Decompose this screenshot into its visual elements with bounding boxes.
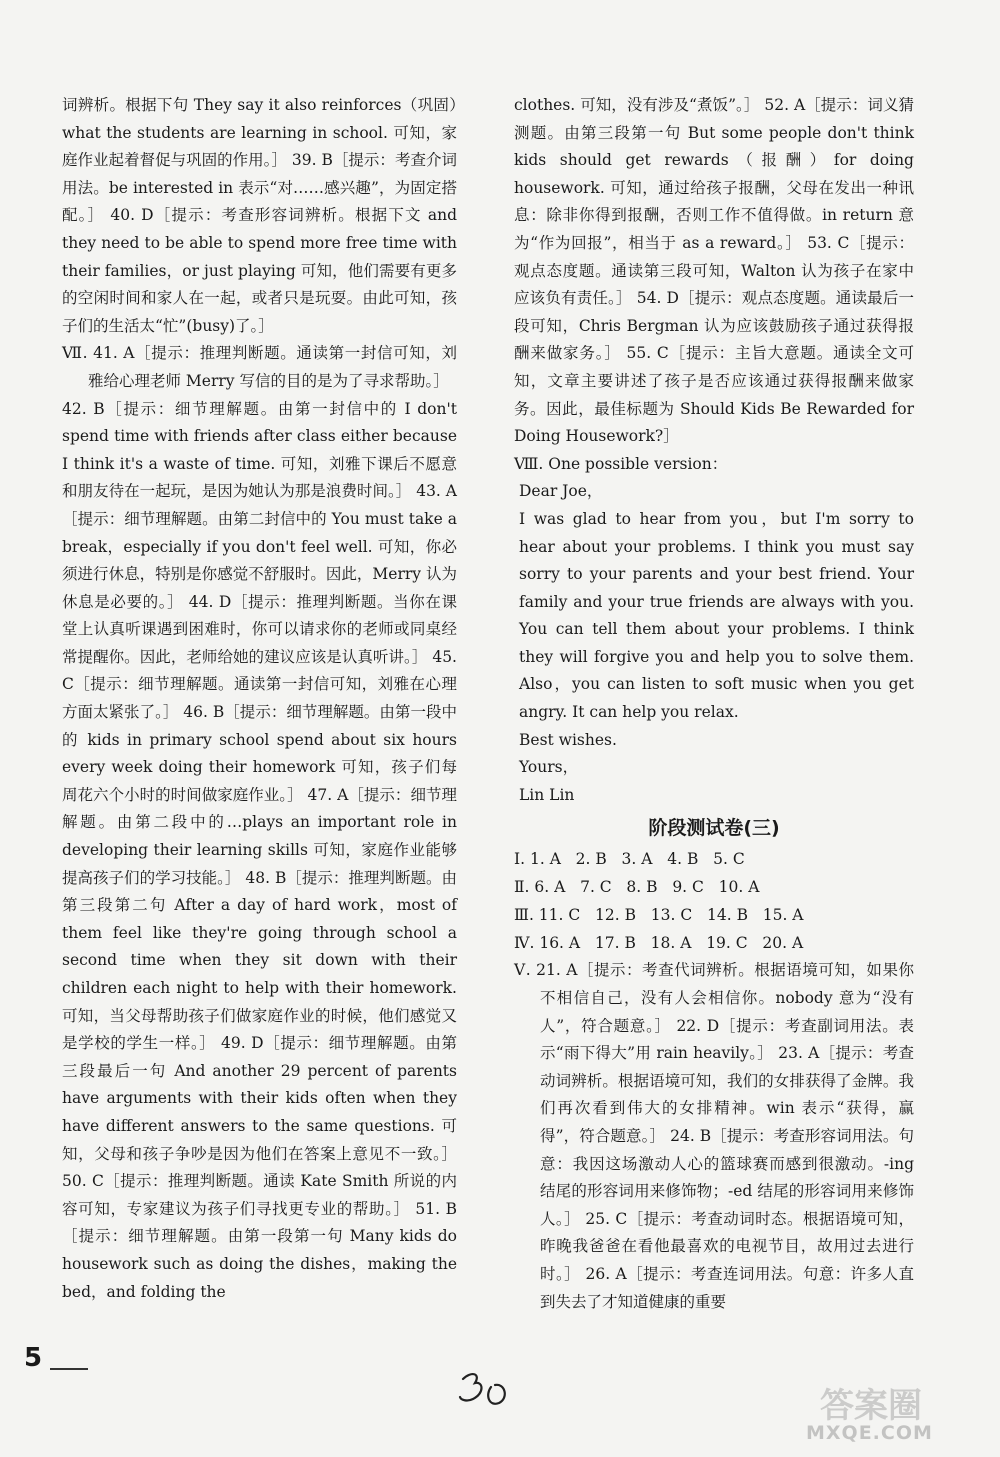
answer-row-4: Ⅳ. 16. A 17. B 18. A 19. C 20. A — [514, 934, 804, 953]
letter-body: I was glad to hear from you，but I'm sorry to hear about your problems. I think you must say sorry to your parents and your best friend. Your family and your true friends are always with you. You can tell them about your problems. I think they will forgive you and help you to solve them. Also，you can listen to soft music when you get angry. It can help you relax. — [519, 509, 914, 722]
watermark-text: MXQE.COM — [806, 1422, 933, 1444]
answer-text-block: 词辨析。根据下句 They say it also reinforces（巩固）what the students are learning in school. 可知，家庭作业起着督促与巩固的作用。］ 39. B［提示：考查介词用法。be interested in 表示“对……感兴趣”，为固定搭配。］ 40. D［提示：考查形容词辨析。根据下文 and they need to be able to spend more free time with their families，or just playing 可知，他们需要有更多的空闲时间和家人在一起，或者只是玩耍。由此可知，孩子们的生活太“忙”(busy)了。］ — [62, 96, 457, 335]
right-column — [514, 92, 914, 1316]
answer-row-3: Ⅲ. 11. C 12. B 13. C 14. B 15. A — [514, 906, 804, 925]
section-title: 阶段测试卷(三) — [648, 817, 780, 840]
page-rule — [50, 1368, 88, 1370]
answer-text-block: 42. B［提示：细节理解题。由第一封信中的 I don't spend time with friends after class either because I think it's a waste of time. 可知，刘雅下课后不愿意和朋友待在一起玩，是因为她认为那是浪费时间。］ 43. A［提示：细节理解题。由第二封信中的 You must take a break，especially if you don't feel well. 可知，你必须进行休息，特别是你感觉不舒服时。因此，Merry 认为休息是必要的。］ 44. D［提示：推理判断题。当你在课堂上认真听课遇到困难时，你可以请求你的老师或同桌经常提醒你。因此，老师给她的建议应该是认真听讲。］ 45. C［提示：细节理解题。通读第一封信可知，刘雅在心理方面太紧张了。］ 46. B［提示：细节理解题。由第一段中的 kids in primary school spend about six hours every week doing their homework 可知，孩子们每周花六个小时的时间做家庭作业。］ 47. A［提示：细节理解题。由第二段中的…plays an important role in developing their learning skills 可知，家庭作业能够提高孩子们的学习技能。］ 48. B［提示：推理判断题。由第三段第二句 After a day of hard work，most of them feel like they're going through school a second time when they sit down with their children each night to help with their homework. 可知，当父母帮助孩子们做家庭作业的时候，他们感觉又是学校的学生一样。］ 49. D［提示：细节理解题。由第三段最后一句 And another 29 percent of parents have arguments with their kids often when they have different answers to the same questions. 可知，父母和孩子争吵是因为他们在答案上意见不一致。］ 50. C［提示：推理判断题。通读 Kate Smith 所说的内容可知，专家建议为孩子们寻找更专业的帮助。］ 51. B［提示：细节理解题。由第一段第一句 Many kids do housework such as doing the dishes，making the bed，and folding the — [62, 399, 457, 1301]
answer-row-1: Ⅰ. 1. A 2. B 3. A 4. B 5. C — [514, 850, 745, 869]
letter-sign-name: Lin Lin — [519, 785, 575, 804]
answer-text-block: clothes. 可知，没有涉及“煮饭”。］ 52. A［提示：词义猜测题。由第三段第一句 But some people don't think kids should get rewards（报酬）for doing housework. 可知，通过给孩子报酬，父母在发出一种讯息：除非你得到报酬，否则工作不值得做。in return 意为“作为回报”，相当于 as a reward。］ 53. C［提示：观点态度题。通读第三段可知，Walton 认为孩子在家中应该负有责任。］ 54. D［提示：观点态度题。通读最后一段可知，Chris Bergman 认为应该鼓励孩子通过获得报酬来做家务。］ 55. C［提示：主旨大意题。通读全文可知，文章主要讲述了孩子是否应该通过获得报酬来做家务。因此，最佳标题为 Should Kids Be Rewarded for Doing Housework?］ — [514, 96, 914, 446]
watermark-logo: 答案圈 — [820, 1386, 922, 1426]
page-number: 5 — [24, 1343, 43, 1373]
answer-section-5: Ⅴ. 21. A［提示：考查代词辨析。根据语境可知，如果你不相信自己，没有人会相信你。nobody 意为“没有人”，符合题意。］ 22. D［提示：考查副词用法。表示“雨下得大”用 rain heavily。］ 23. A［提示：考查动词辨析。根据语境可知，我们的女排获得了金牌。我们再次看到伟大的女排精神。win 表示“获得，赢得”，符合题意。］ 24. B［提示：考查形容词用法。句意：我因这场激动人心的篮球赛而感到很激动。-ing 结尾的形容词用来修饰物；-ed 结尾的形容词用来修饰人。］ 25. C［提示：考查动词时态。根据语境可知，昨晚我爸爸在看他最喜欢的电视节目，故用过去进行时。］ 26. A［提示：考查连词用法。句意：许多人直到失去了才知道健康的重要 — [514, 961, 914, 1311]
answer-section-8: Ⅷ. One possible version： — [514, 454, 728, 473]
watermark — [800, 1378, 990, 1453]
answer-row-2: Ⅱ. 6. A 7. C 8. B 9. C 10. A — [514, 878, 760, 897]
handwritten-mark — [455, 1365, 515, 1415]
letter-closing: Best wishes. — [519, 730, 617, 749]
letter-greeting: Dear Joe， — [519, 482, 603, 501]
letter-sign-yours: Yours， — [519, 758, 579, 777]
answer-section-7: Ⅶ. 41. A［提示：推理判断题。通读第一封信可知，刘雅给心理老师 Merry 写信的目的是为了寻求帮助。］ — [62, 344, 457, 390]
left-column — [62, 92, 457, 1306]
